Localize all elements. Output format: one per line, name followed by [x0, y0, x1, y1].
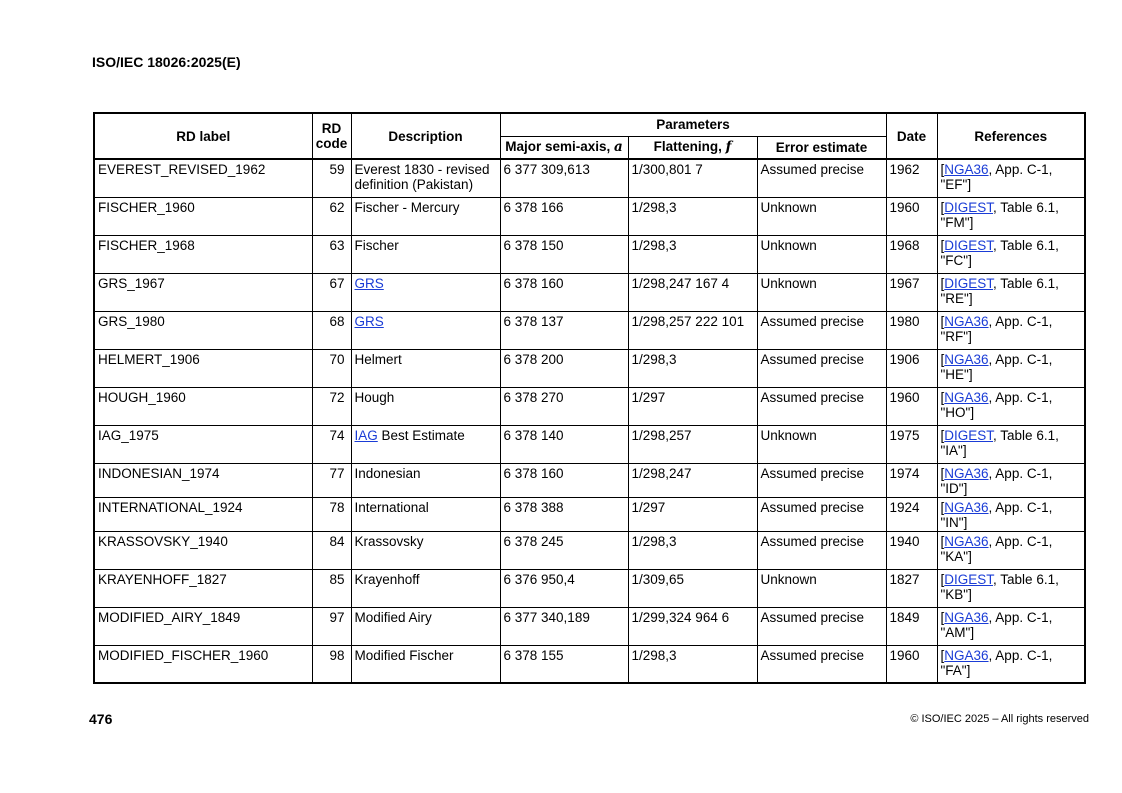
table-body — [94, 159, 1085, 683]
rd-code-cell: 68 — [312, 311, 351, 349]
reference-detail: , App. C-1, "IN"] — [940, 499, 1053, 530]
major-semi-axis-cell: 6 377 340,189 — [500, 607, 628, 645]
flattening-cell: 1/298,3 — [628, 235, 757, 273]
error-estimate-cell: Unknown — [757, 197, 886, 235]
rd-label-cell: GRS_1967 — [94, 273, 312, 311]
header-parameters: Parameters — [500, 113, 886, 136]
flattening-cell: 1/298,3 — [628, 531, 757, 569]
reference-link[interactable]: DIGEST — [944, 571, 994, 587]
description-cell — [351, 197, 500, 235]
major-semi-axis-cell: 6 378 137 — [500, 311, 628, 349]
reference-link[interactable]: NGA36 — [944, 647, 989, 663]
reference-open-bracket: [ — [940, 162, 945, 177]
rd-code-cell: 62 — [312, 197, 351, 235]
date-cell: 1968 — [886, 235, 937, 273]
page-number: 476 — [89, 711, 113, 727]
table-row — [94, 425, 1085, 463]
flattening-cell: 1/297 — [628, 497, 757, 531]
reference-detail: , Table 6.1, "RE"] — [940, 275, 1059, 306]
references-cell — [937, 531, 1085, 569]
references-cell — [937, 311, 1085, 349]
major-semi-axis-cell: 6 378 155 — [500, 645, 628, 683]
error-estimate-cell: Unknown — [757, 569, 886, 607]
flattening-cell: 1/298,257 — [628, 425, 757, 463]
description-text: Everest 1830 - revised definition (Pakistan) — [354, 162, 494, 192]
reference-open-bracket: [ — [940, 465, 945, 481]
table-row — [94, 349, 1085, 387]
table-row — [94, 531, 1085, 569]
description-cell — [351, 497, 500, 531]
description-cell — [351, 569, 500, 607]
description-text: Krassovsky — [354, 533, 424, 549]
reference-detail: , Table 6.1, "FM"] — [940, 199, 1059, 230]
rd-code-cell: 85 — [312, 569, 351, 607]
rd-code-cell: 84 — [312, 531, 351, 569]
rd-label-cell: KRASSOVSKY_1940 — [94, 531, 312, 569]
description-text: Best Estimate — [377, 427, 465, 443]
rd-code-cell: 70 — [312, 349, 351, 387]
description-cell — [351, 273, 500, 311]
error-estimate-cell: Unknown — [757, 273, 886, 311]
header-error-estimate: Error estimate — [757, 136, 886, 159]
description-cell — [351, 531, 500, 569]
major-semi-axis-cell: 6 378 166 — [500, 197, 628, 235]
reference-detail: , App. C-1, "EF"] — [940, 162, 1053, 192]
rd-code-cell: 97 — [312, 607, 351, 645]
description-link[interactable]: IAG — [354, 427, 378, 443]
table-row — [94, 463, 1085, 497]
date-cell: 1849 — [886, 607, 937, 645]
reference-detail: , Table 6.1, "IA"] — [940, 427, 1059, 458]
rd-label-cell: GRS_1980 — [94, 311, 312, 349]
reference-link[interactable]: NGA36 — [944, 389, 989, 405]
major-semi-axis-cell: 6 378 388 — [500, 497, 628, 531]
major-semi-axis-cell: 6 378 270 — [500, 387, 628, 425]
references-cell — [937, 387, 1085, 425]
references-cell — [937, 159, 1085, 197]
rd-label-cell: INTERNATIONAL_1924 — [94, 497, 312, 531]
table-header — [94, 113, 1085, 159]
reference-detail: , Table 6.1, "KB"] — [940, 571, 1059, 602]
rd-code-cell: 77 — [312, 463, 351, 497]
date-cell: 1960 — [886, 197, 937, 235]
description-text: International — [354, 499, 429, 515]
header-description: Description — [351, 113, 500, 159]
major-semi-axis-cell: 6 378 140 — [500, 425, 628, 463]
references-cell — [937, 645, 1085, 683]
major-semi-axis-label: Major semi-axis, — [505, 139, 611, 155]
rd-label-cell: MODIFIED_FISCHER_1960 — [94, 645, 312, 683]
major-semi-axis-cell: 6 376 950,4 — [500, 569, 628, 607]
reference-open-bracket: [ — [940, 389, 945, 405]
header-major-semi-axis — [500, 136, 628, 159]
rd-code-cell: 74 — [312, 425, 351, 463]
error-estimate-cell: Unknown — [757, 235, 886, 273]
flattening-cell: 1/298,247 — [628, 463, 757, 497]
reference-link[interactable]: DIGEST — [944, 199, 994, 215]
rd-label-cell: MODIFIED_AIRY_1849 — [94, 607, 312, 645]
error-estimate-cell: Assumed precise — [757, 531, 886, 569]
header-references: References — [937, 113, 1085, 159]
error-estimate-cell: Assumed precise — [757, 387, 886, 425]
major-semi-axis-cell: 6 377 309,613 — [500, 159, 628, 197]
reference-detail: , App. C-1, "HO"] — [940, 389, 1053, 420]
description-link[interactable]: GRS — [354, 275, 384, 291]
error-estimate-cell: Assumed precise — [757, 349, 886, 387]
rd-label-cell: HOUGH_1960 — [94, 387, 312, 425]
rd-code-cell: 72 — [312, 387, 351, 425]
major-semi-axis-cell: 6 378 200 — [500, 349, 628, 387]
references-cell — [937, 463, 1085, 497]
reference-open-bracket: [ — [940, 351, 945, 367]
date-cell: 1975 — [886, 425, 937, 463]
reference-detail: , App. C-1, "AM"] — [940, 609, 1053, 640]
flattening-label: Flattening, — [653, 139, 722, 155]
reference-link[interactable]: NGA36 — [944, 313, 989, 329]
reference-open-bracket: [ — [940, 647, 945, 663]
reference-link[interactable]: NGA36 — [944, 162, 989, 177]
flattening-cell: 1/298,3 — [628, 197, 757, 235]
flattening-cell: 1/297 — [628, 387, 757, 425]
date-cell: 1974 — [886, 463, 937, 497]
rd-code-cell: 67 — [312, 273, 351, 311]
description-text: Helmert — [354, 351, 402, 367]
rd-code-cell: 78 — [312, 497, 351, 531]
description-text: Fischer — [354, 237, 399, 253]
description-text: Modified Airy — [354, 609, 432, 625]
rd-code-cell: 59 — [312, 159, 351, 197]
header-date: Date — [886, 113, 937, 159]
major-semi-axis-cell: 6 378 245 — [500, 531, 628, 569]
reference-open-bracket: [ — [940, 237, 945, 253]
flattening-cell: 1/300,801 7 — [628, 159, 757, 197]
header-rd-label: RD label — [94, 113, 312, 159]
table-row — [94, 387, 1085, 425]
reference-open-bracket: [ — [940, 571, 945, 587]
reference-datum-table-container — [93, 112, 1084, 684]
flattening-cell: 1/298,3 — [628, 349, 757, 387]
error-estimate-cell: Assumed precise — [757, 311, 886, 349]
table-row — [94, 497, 1085, 531]
description-cell — [351, 607, 500, 645]
flattening-cell: 1/298,247 167 4 — [628, 273, 757, 311]
description-cell — [351, 349, 500, 387]
table-row — [94, 273, 1085, 311]
table-row — [94, 569, 1085, 607]
date-cell: 1960 — [886, 387, 937, 425]
table-row — [94, 235, 1085, 273]
reference-detail: , App. C-1, "HE"] — [940, 351, 1053, 382]
references-cell — [937, 607, 1085, 645]
table-row — [94, 197, 1085, 235]
date-cell: 1906 — [886, 349, 937, 387]
major-semi-axis-cell: 6 378 150 — [500, 235, 628, 273]
reference-link[interactable]: NGA36 — [944, 465, 989, 481]
reference-detail: , Table 6.1, "FC"] — [940, 237, 1059, 268]
table-row — [94, 645, 1085, 683]
header-rd-code: RD code — [312, 113, 351, 159]
rd-label-cell: EVEREST_REVISED_1962 — [94, 159, 312, 197]
references-cell — [937, 349, 1085, 387]
references-cell — [937, 197, 1085, 235]
description-cell — [351, 387, 500, 425]
description-text: Fischer - Mercury — [354, 199, 460, 215]
flattening-cell: 1/299,324 964 6 — [628, 607, 757, 645]
description-cell — [351, 645, 500, 683]
reference-detail: , App. C-1, "RF"] — [940, 313, 1053, 344]
flattening-cell: 1/298,3 — [628, 645, 757, 683]
reference-link[interactable]: NGA36 — [944, 533, 989, 549]
error-estimate-cell: Unknown — [757, 425, 886, 463]
reference-open-bracket: [ — [940, 427, 945, 443]
date-cell: 1940 — [886, 531, 937, 569]
reference-link[interactable]: NGA36 — [944, 351, 989, 367]
flattening-symbol: f — [725, 139, 732, 156]
references-cell — [937, 425, 1085, 463]
date-cell: 1962 — [886, 159, 937, 197]
rd-label-cell: INDONESIAN_1974 — [94, 463, 312, 497]
references-cell — [937, 497, 1085, 531]
references-cell — [937, 569, 1085, 607]
reference-open-bracket: [ — [940, 533, 945, 549]
reference-open-bracket: [ — [940, 275, 945, 291]
reference-link[interactable]: DIGEST — [944, 427, 994, 443]
flattening-cell: 1/309,65 — [628, 569, 757, 607]
description-cell — [351, 425, 500, 463]
reference-open-bracket: [ — [940, 313, 945, 329]
copyright-notice: © ISO/IEC 2025 – All rights reserved — [910, 713, 1089, 725]
description-cell — [351, 159, 500, 197]
reference-link[interactable]: NGA36 — [944, 609, 989, 625]
major-semi-axis-cell: 6 378 160 — [500, 463, 628, 497]
error-estimate-cell: Assumed precise — [757, 159, 886, 197]
description-cell — [351, 311, 500, 349]
reference-detail: , App. C-1, "FA"] — [940, 647, 1053, 678]
error-estimate-cell: Assumed precise — [757, 497, 886, 531]
reference-datum-table — [93, 112, 1086, 684]
rd-label-cell: HELMERT_1906 — [94, 349, 312, 387]
rd-label-cell: KRAYENHOFF_1827 — [94, 569, 312, 607]
document-header: ISO/IEC 18026:2025(E) — [92, 54, 241, 70]
description-cell — [351, 463, 500, 497]
rd-label-cell: FISCHER_1968 — [94, 235, 312, 273]
table-row — [94, 607, 1085, 645]
reference-link[interactable]: DIGEST — [944, 275, 994, 291]
header-flattening — [628, 136, 757, 159]
reference-open-bracket: [ — [940, 499, 945, 515]
major-semi-axis-cell: 6 378 160 — [500, 273, 628, 311]
rd-label-cell: IAG_1975 — [94, 425, 312, 463]
major-semi-axis-symbol: a — [614, 139, 623, 156]
reference-detail: , App. C-1, "KA"] — [940, 533, 1053, 564]
error-estimate-cell: Assumed precise — [757, 645, 886, 683]
description-cell — [351, 235, 500, 273]
date-cell: 1967 — [886, 273, 937, 311]
date-cell: 1827 — [886, 569, 937, 607]
reference-link[interactable]: NGA36 — [944, 499, 989, 515]
references-cell — [937, 235, 1085, 273]
date-cell: 1980 — [886, 311, 937, 349]
date-cell: 1924 — [886, 497, 937, 531]
description-text: Indonesian — [354, 465, 421, 481]
date-cell: 1960 — [886, 645, 937, 683]
references-cell — [937, 273, 1085, 311]
reference-link[interactable]: DIGEST — [944, 237, 994, 253]
description-text: Hough — [354, 389, 395, 405]
table-row — [94, 159, 1085, 197]
error-estimate-cell: Assumed precise — [757, 463, 886, 497]
rd-code-cell: 98 — [312, 645, 351, 683]
error-estimate-cell: Assumed precise — [757, 607, 886, 645]
rd-label-cell: FISCHER_1960 — [94, 197, 312, 235]
flattening-cell: 1/298,257 222 101 — [628, 311, 757, 349]
description-link[interactable]: GRS — [354, 313, 384, 329]
description-text: Krayenhoff — [354, 571, 420, 587]
description-text: Modified Fischer — [354, 647, 454, 663]
rd-code-cell: 63 — [312, 235, 351, 273]
reference-detail: , App. C-1, "ID"] — [940, 465, 1053, 496]
reference-open-bracket: [ — [940, 199, 945, 215]
reference-open-bracket: [ — [940, 609, 945, 625]
table-row — [94, 311, 1085, 349]
